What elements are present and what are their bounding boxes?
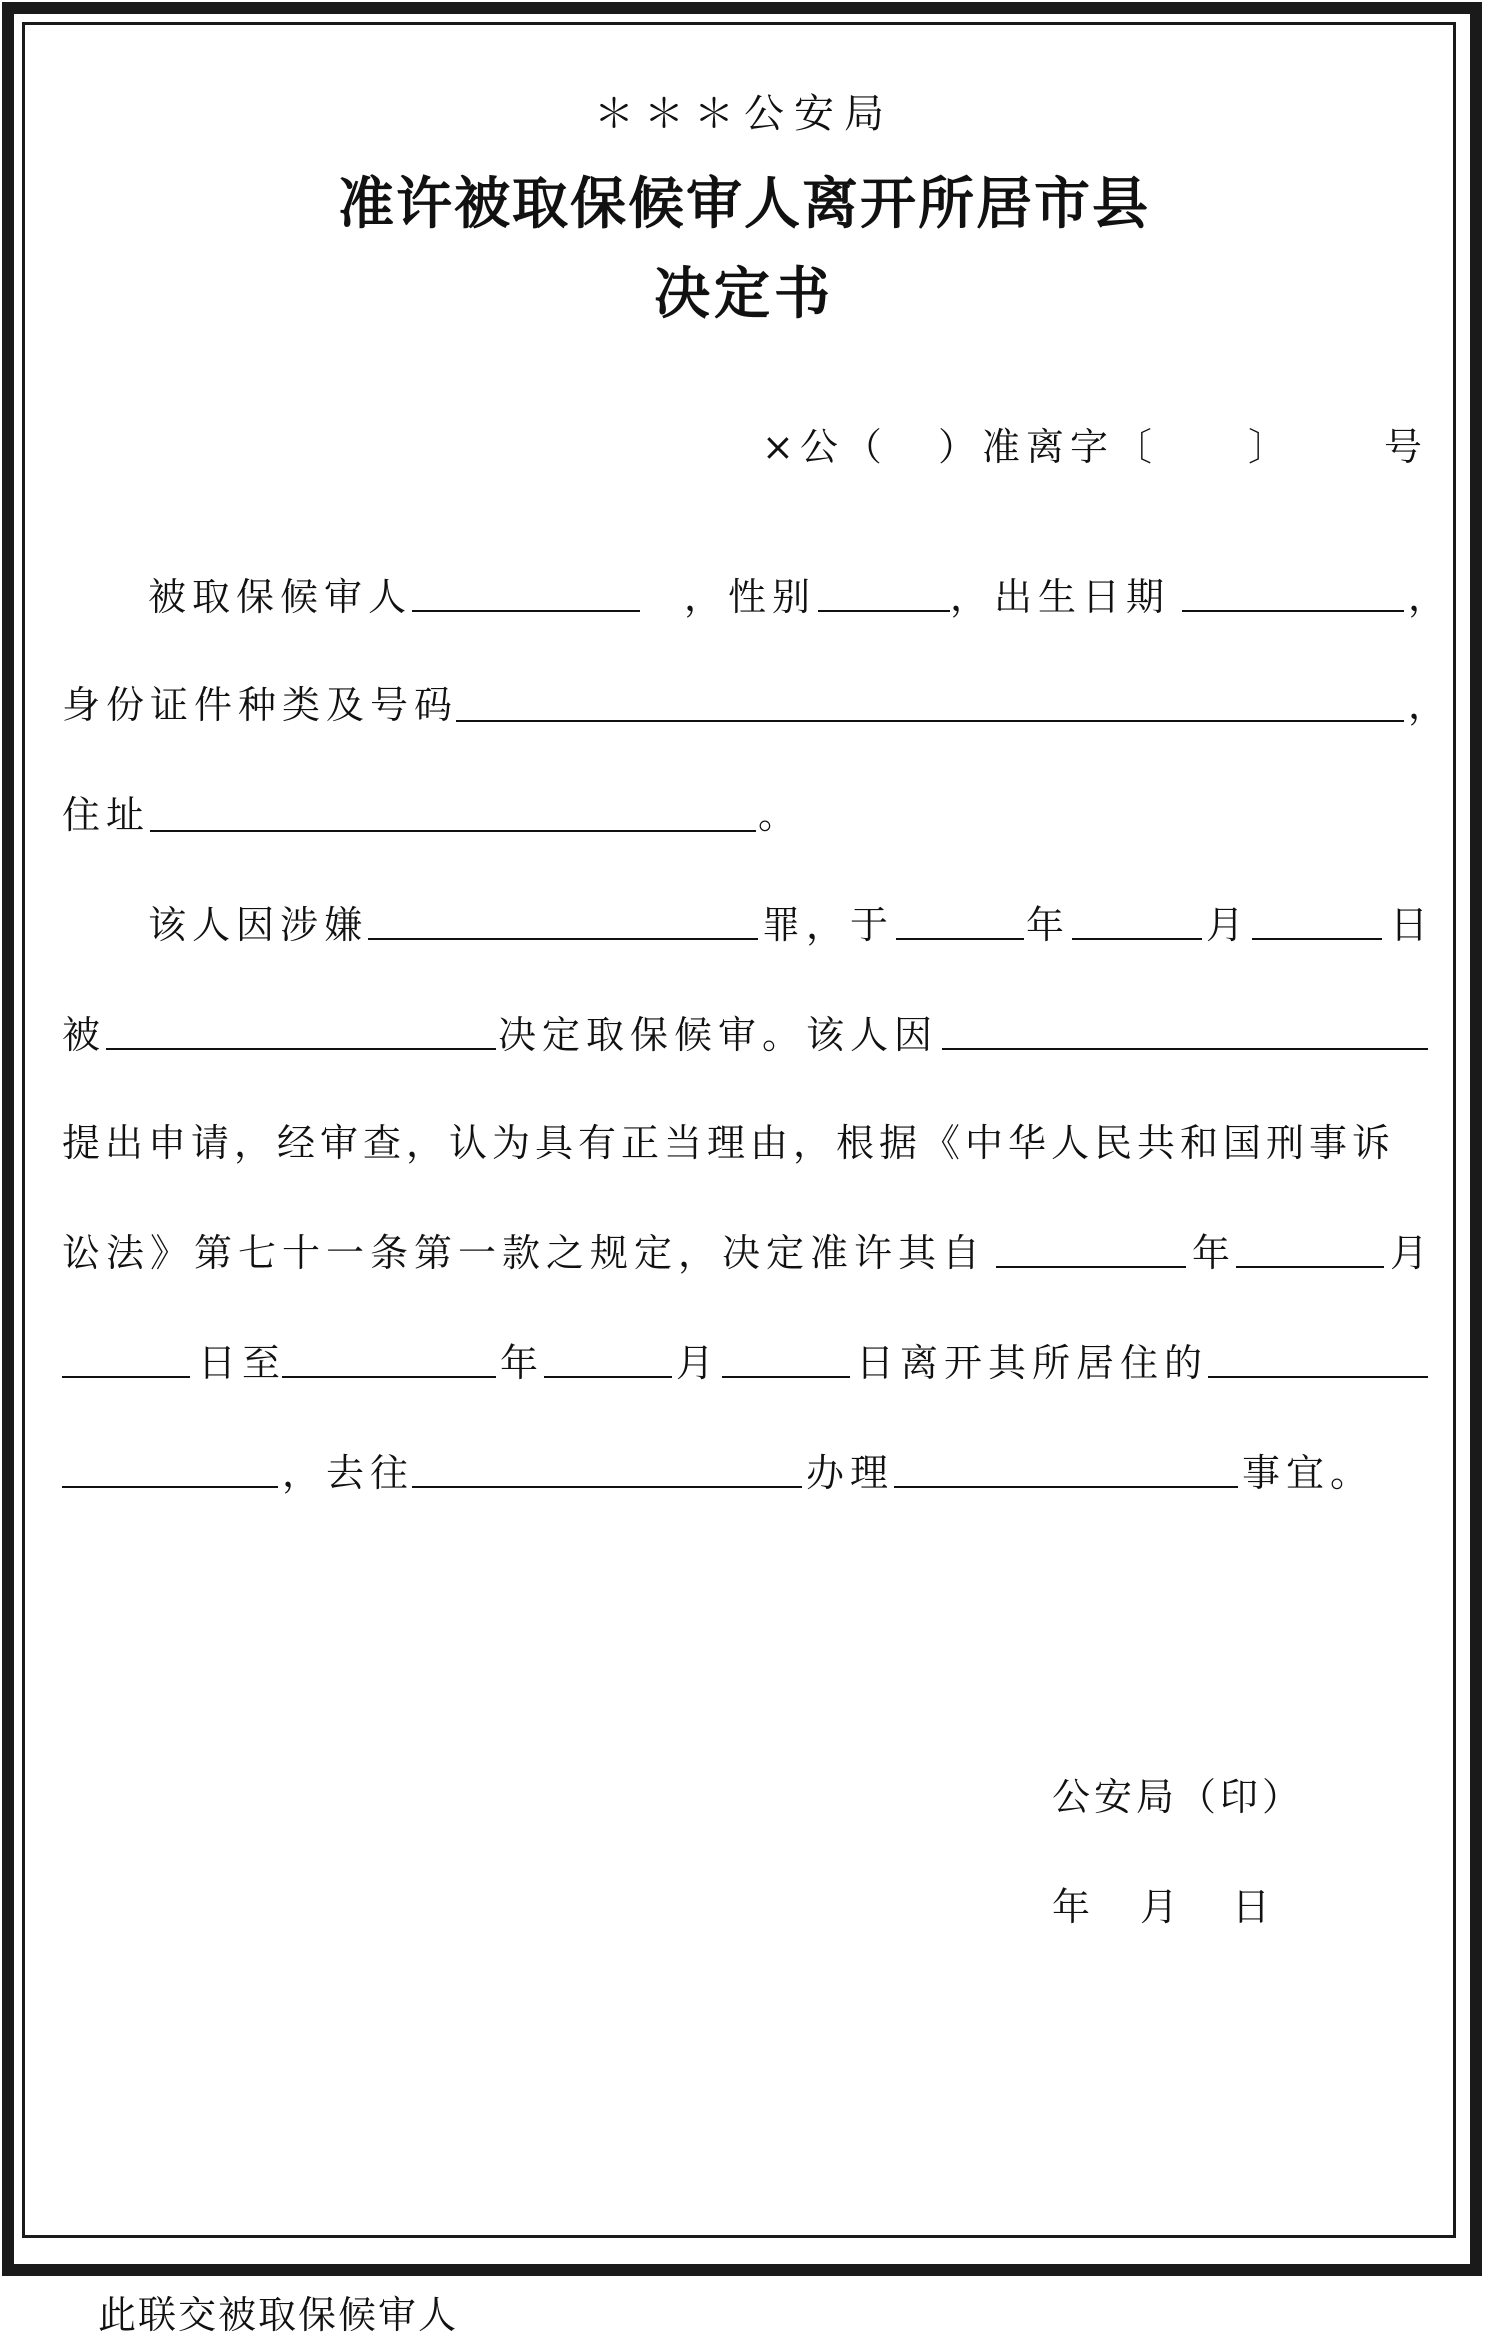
comma: ， [1408, 683, 1453, 727]
blank-start-month [1236, 1266, 1384, 1268]
blank-address [150, 830, 756, 832]
label-day: 日 [1390, 903, 1435, 947]
label-address: 住址 [62, 793, 151, 837]
label-gender: ，性别 [684, 575, 817, 619]
doc-number-middle: ）准离字〔 [938, 425, 1159, 469]
blank-crime-day [1252, 938, 1382, 940]
label-month: 月 [1206, 903, 1251, 947]
blank-birth-date [1182, 610, 1404, 612]
legal-basis-text: 讼法》第七十一条第一款之规定，决定准许其自 [62, 1231, 987, 1275]
blank-reason [942, 1048, 1428, 1050]
label-destination: ，去往 [282, 1451, 415, 1495]
period: 。 [758, 793, 803, 837]
label-crime-date: 罪，于 [762, 903, 895, 947]
blank-matter [894, 1486, 1238, 1488]
blank-gender [818, 610, 950, 612]
signature-day: 日 [1232, 1885, 1275, 1929]
doc-number-bracket-close: 〕 [1248, 425, 1293, 469]
label-bail-decision: 决定取保候审。该人因 [498, 1013, 939, 1057]
doc-number-suffix: 号 [1384, 425, 1429, 469]
label-day-until: 日至 [198, 1341, 287, 1385]
label-year: 年 [1192, 1231, 1237, 1275]
blank-start-year [996, 1266, 1186, 1268]
label-year: 年 [500, 1341, 545, 1385]
blank-end-day [722, 1376, 850, 1378]
blank-id-document [456, 720, 1404, 722]
doc-number-prefix: ×公（ [762, 425, 888, 469]
label-suspect-name: 被取保候审人 [148, 575, 413, 619]
label-by: 被 [62, 1013, 107, 1057]
blank-end-year [282, 1376, 496, 1378]
blank-end-month [544, 1376, 672, 1378]
blank-deciding-authority [106, 1048, 496, 1050]
label-suspected-crime: 该人因涉嫌 [148, 903, 369, 947]
document-title-suffix: 决定书 [654, 261, 834, 327]
blank-destination [412, 1486, 802, 1488]
application-review-text: 提出申请，经审查，认为具有正当理由，根据《中华人民共和国刑事诉 [62, 1121, 1396, 1165]
blank-crime-year [896, 938, 1024, 940]
label-month: 月 [676, 1341, 721, 1385]
label-leave-residence: 日离开其所居住的 [856, 1341, 1209, 1385]
label-month: 月 [1390, 1231, 1435, 1275]
label-handle: 办理 [806, 1451, 895, 1495]
label-id-document: 身份证件种类及号码 [62, 683, 459, 727]
blank-crime-month [1072, 938, 1202, 940]
blank-residence-city-cont [62, 1486, 278, 1488]
blank-crime [368, 938, 758, 940]
agency-name: ＊＊＊公安局 [594, 91, 894, 137]
blank-start-day [62, 1376, 190, 1378]
blank-residence-city [1208, 1376, 1428, 1378]
comma: ， [1408, 575, 1453, 619]
blank-suspect-name [412, 610, 640, 612]
label-matter-end: 事宜。 [1242, 1451, 1375, 1495]
label-year: 年 [1026, 903, 1071, 947]
signature-month: 月 [1140, 1885, 1183, 1929]
signature-year: 年 [1052, 1885, 1095, 1929]
label-birth-date: ，出生日期 [950, 575, 1171, 619]
police-seal-label: 公安局（印） [1052, 1775, 1305, 1819]
copy-recipient-note: 此联交被取保候审人 [98, 2293, 459, 2337]
document-title: 准许被取保候审人离开所居市县 [338, 171, 1150, 237]
